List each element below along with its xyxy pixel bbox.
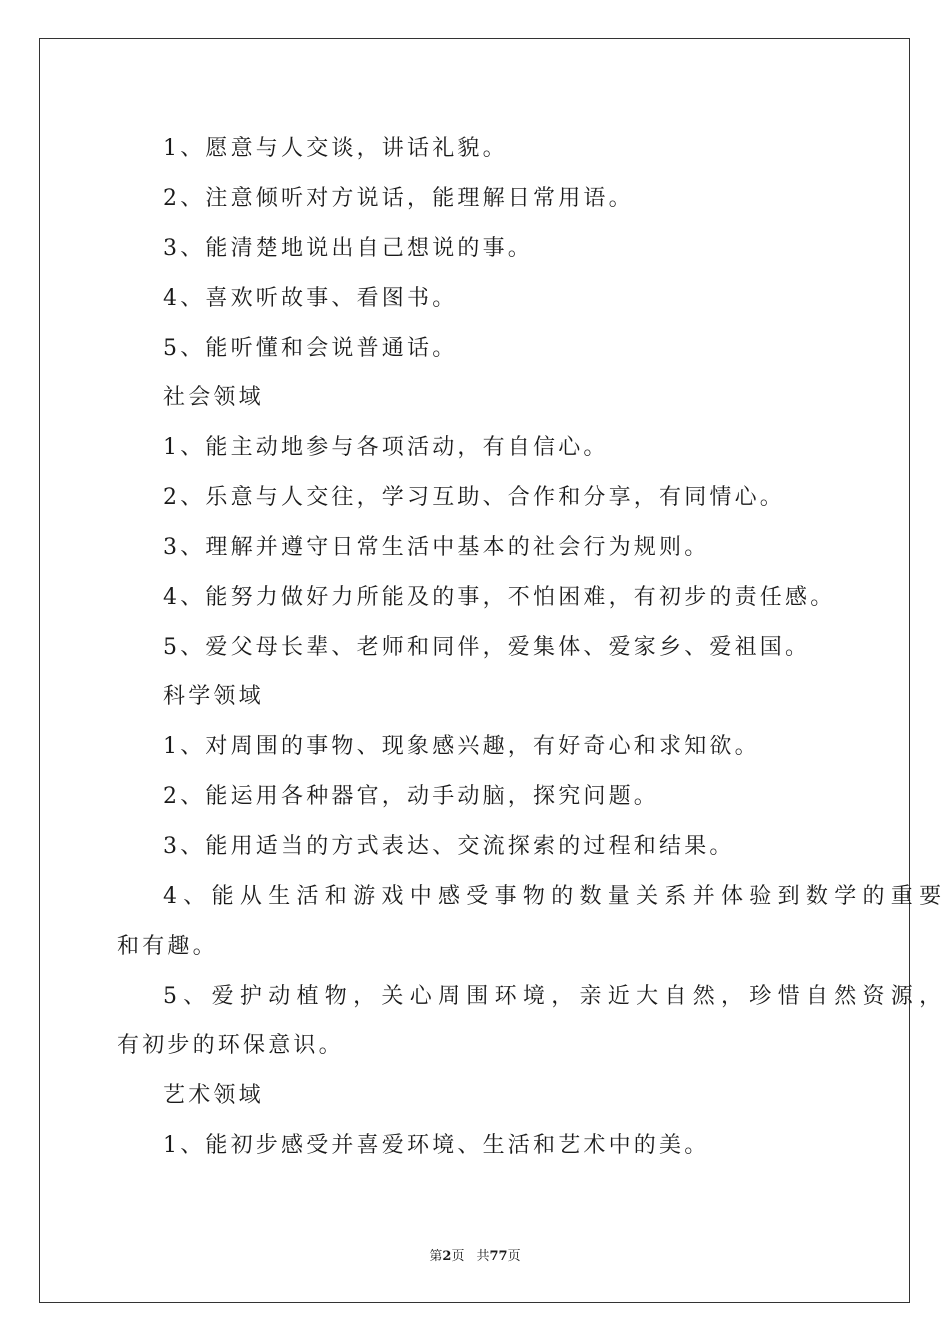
text-line: 5、能听懂和会说普通话。	[163, 336, 458, 361]
section-heading: 艺术领域	[163, 1083, 264, 1108]
text-line-continuation: 和有趣。	[117, 934, 218, 959]
section-heading: 科学领域	[163, 684, 264, 709]
text-line: 1、能主动地参与各项活动，有自信心。	[163, 435, 609, 460]
footer-prefix: 第	[429, 1249, 443, 1264]
text-line: 1、对周围的事物、现象感兴趣，有好奇心和求知欲。	[163, 734, 760, 759]
text-line: 3、理解并遵守日常生活中基本的社会行为规则。	[163, 535, 710, 560]
footer-total-suffix: 页	[507, 1249, 521, 1264]
text-line: 1、愿意与人交谈，讲话礼貌。	[163, 136, 508, 161]
page-footer	[0, 1247, 950, 1267]
text-line: 2、注意倾听对方说话，能理解日常用语。	[163, 186, 634, 211]
text-line: 5、爱父母长辈、老师和同伴，爱集体、爱家乡、爱祖国。	[163, 635, 811, 660]
text-line: 5、爱护动植物，关心周围环境，亲近大自然，珍惜自然资源，	[163, 984, 948, 1009]
text-line: 1、能初步感受并喜爱环境、生活和艺术中的美。	[163, 1133, 710, 1158]
text-line: 2、乐意与人交往，学习互助、合作和分享，有同情心。	[163, 485, 785, 510]
section-heading: 社会领域	[163, 385, 264, 410]
page-number: 2	[442, 1249, 452, 1264]
text-line: 4、能努力做好力所能及的事，不怕困难，有初步的责任感。	[163, 585, 836, 610]
text-line: 2、能运用各种器官，动手动脑，探究问题。	[163, 784, 659, 809]
text-line: 4、能从生活和游戏中感受事物的数量关系并体验到数学的重要	[163, 884, 948, 909]
total-pages: 77	[489, 1249, 508, 1264]
text-line: 3、能清楚地说出自己想说的事。	[163, 236, 533, 261]
text-line: 3、能用适当的方式表达、交流探索的过程和结果。	[163, 834, 735, 859]
text-line-continuation: 有初步的环保意识。	[117, 1033, 344, 1058]
text-line: 4、喜欢听故事、看图书。	[163, 286, 458, 311]
footer-page-suffix: 页	[451, 1249, 465, 1264]
footer-total-prefix: 共	[476, 1249, 490, 1264]
